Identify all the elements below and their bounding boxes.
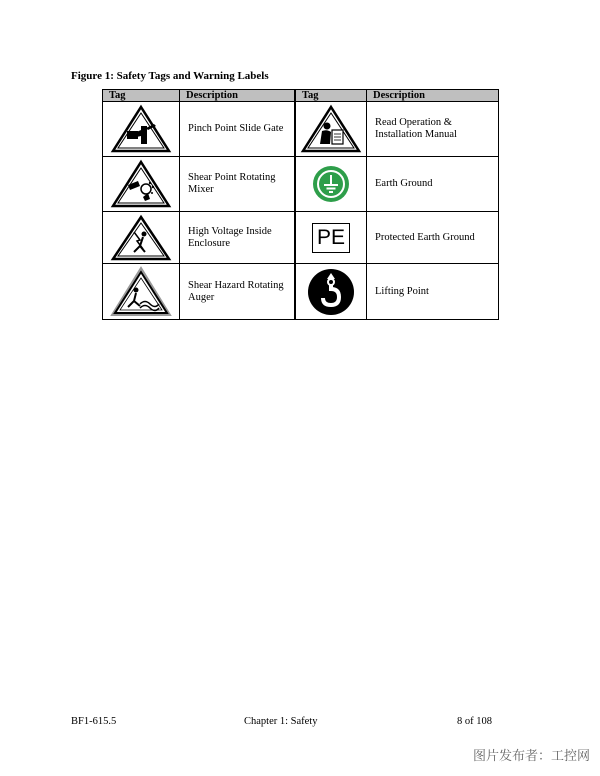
pinch-point-warning-icon: [110, 104, 172, 154]
description-cell: [180, 102, 296, 157]
tag-cell: [295, 212, 367, 264]
tag-cell: [103, 157, 180, 212]
table-row: [103, 212, 499, 264]
tag-cell: [295, 264, 367, 320]
description-cell: [180, 264, 296, 320]
watermark: 图片发布者：工控网: [472, 749, 590, 764]
footer-doc-id: BF1-615.5: [71, 716, 117, 727]
description-text: Pinch Point Slide Gate: [188, 123, 284, 134]
description-text: High Voltage Inside Enclosure: [188, 225, 272, 249]
description-text: Read Operation & Installation Manual: [375, 117, 457, 140]
lifting-point-icon: [306, 267, 356, 317]
header-description-1: Description: [180, 90, 296, 102]
header-tag-2: Tag: [295, 90, 367, 102]
tag-cell: [295, 157, 367, 212]
description-cell: [180, 212, 296, 264]
protected-earth-ground-icon: [312, 223, 350, 253]
description-text: Lifting Point: [375, 285, 429, 297]
table-row: [103, 157, 499, 212]
header-tag-1: Tag: [103, 90, 180, 102]
table-header-row: [103, 90, 499, 102]
shear-point-rotating-warning-icon: [110, 159, 172, 209]
description-text: Shear Hazard Rotating Auger: [188, 279, 284, 303]
description-cell: [367, 212, 499, 264]
description-cell: [367, 264, 499, 320]
table-row: [103, 102, 499, 157]
footer-page-number: 8 of 108: [457, 716, 492, 727]
figure-title: Figure 1: Safety Tags and Warning Labels: [71, 70, 269, 82]
description-text: Protected Earth Ground: [375, 231, 475, 243]
tag-cell: [295, 102, 367, 157]
footer-chapter: Chapter 1: Safety: [244, 716, 318, 727]
high-voltage-warning-icon: [110, 214, 172, 262]
tag-cell: [103, 212, 180, 264]
description-cell: [180, 157, 296, 212]
tag-cell: [103, 102, 180, 157]
shear-hazard-auger-warning-icon: [110, 266, 172, 318]
description-cell: [367, 102, 499, 157]
description-text: Shear Point Rotating Mixer: [188, 172, 276, 195]
description-text: Earth Ground: [375, 178, 433, 189]
tag-cell: [103, 264, 180, 320]
earth-ground-icon: [311, 164, 351, 204]
safety-tags-table: [102, 89, 499, 320]
description-cell: [367, 157, 499, 212]
pe-icon-text: PE: [316, 226, 345, 249]
read-manual-warning-icon: [300, 104, 362, 154]
header-description-2: Description: [367, 90, 499, 102]
table-row: [103, 264, 499, 320]
